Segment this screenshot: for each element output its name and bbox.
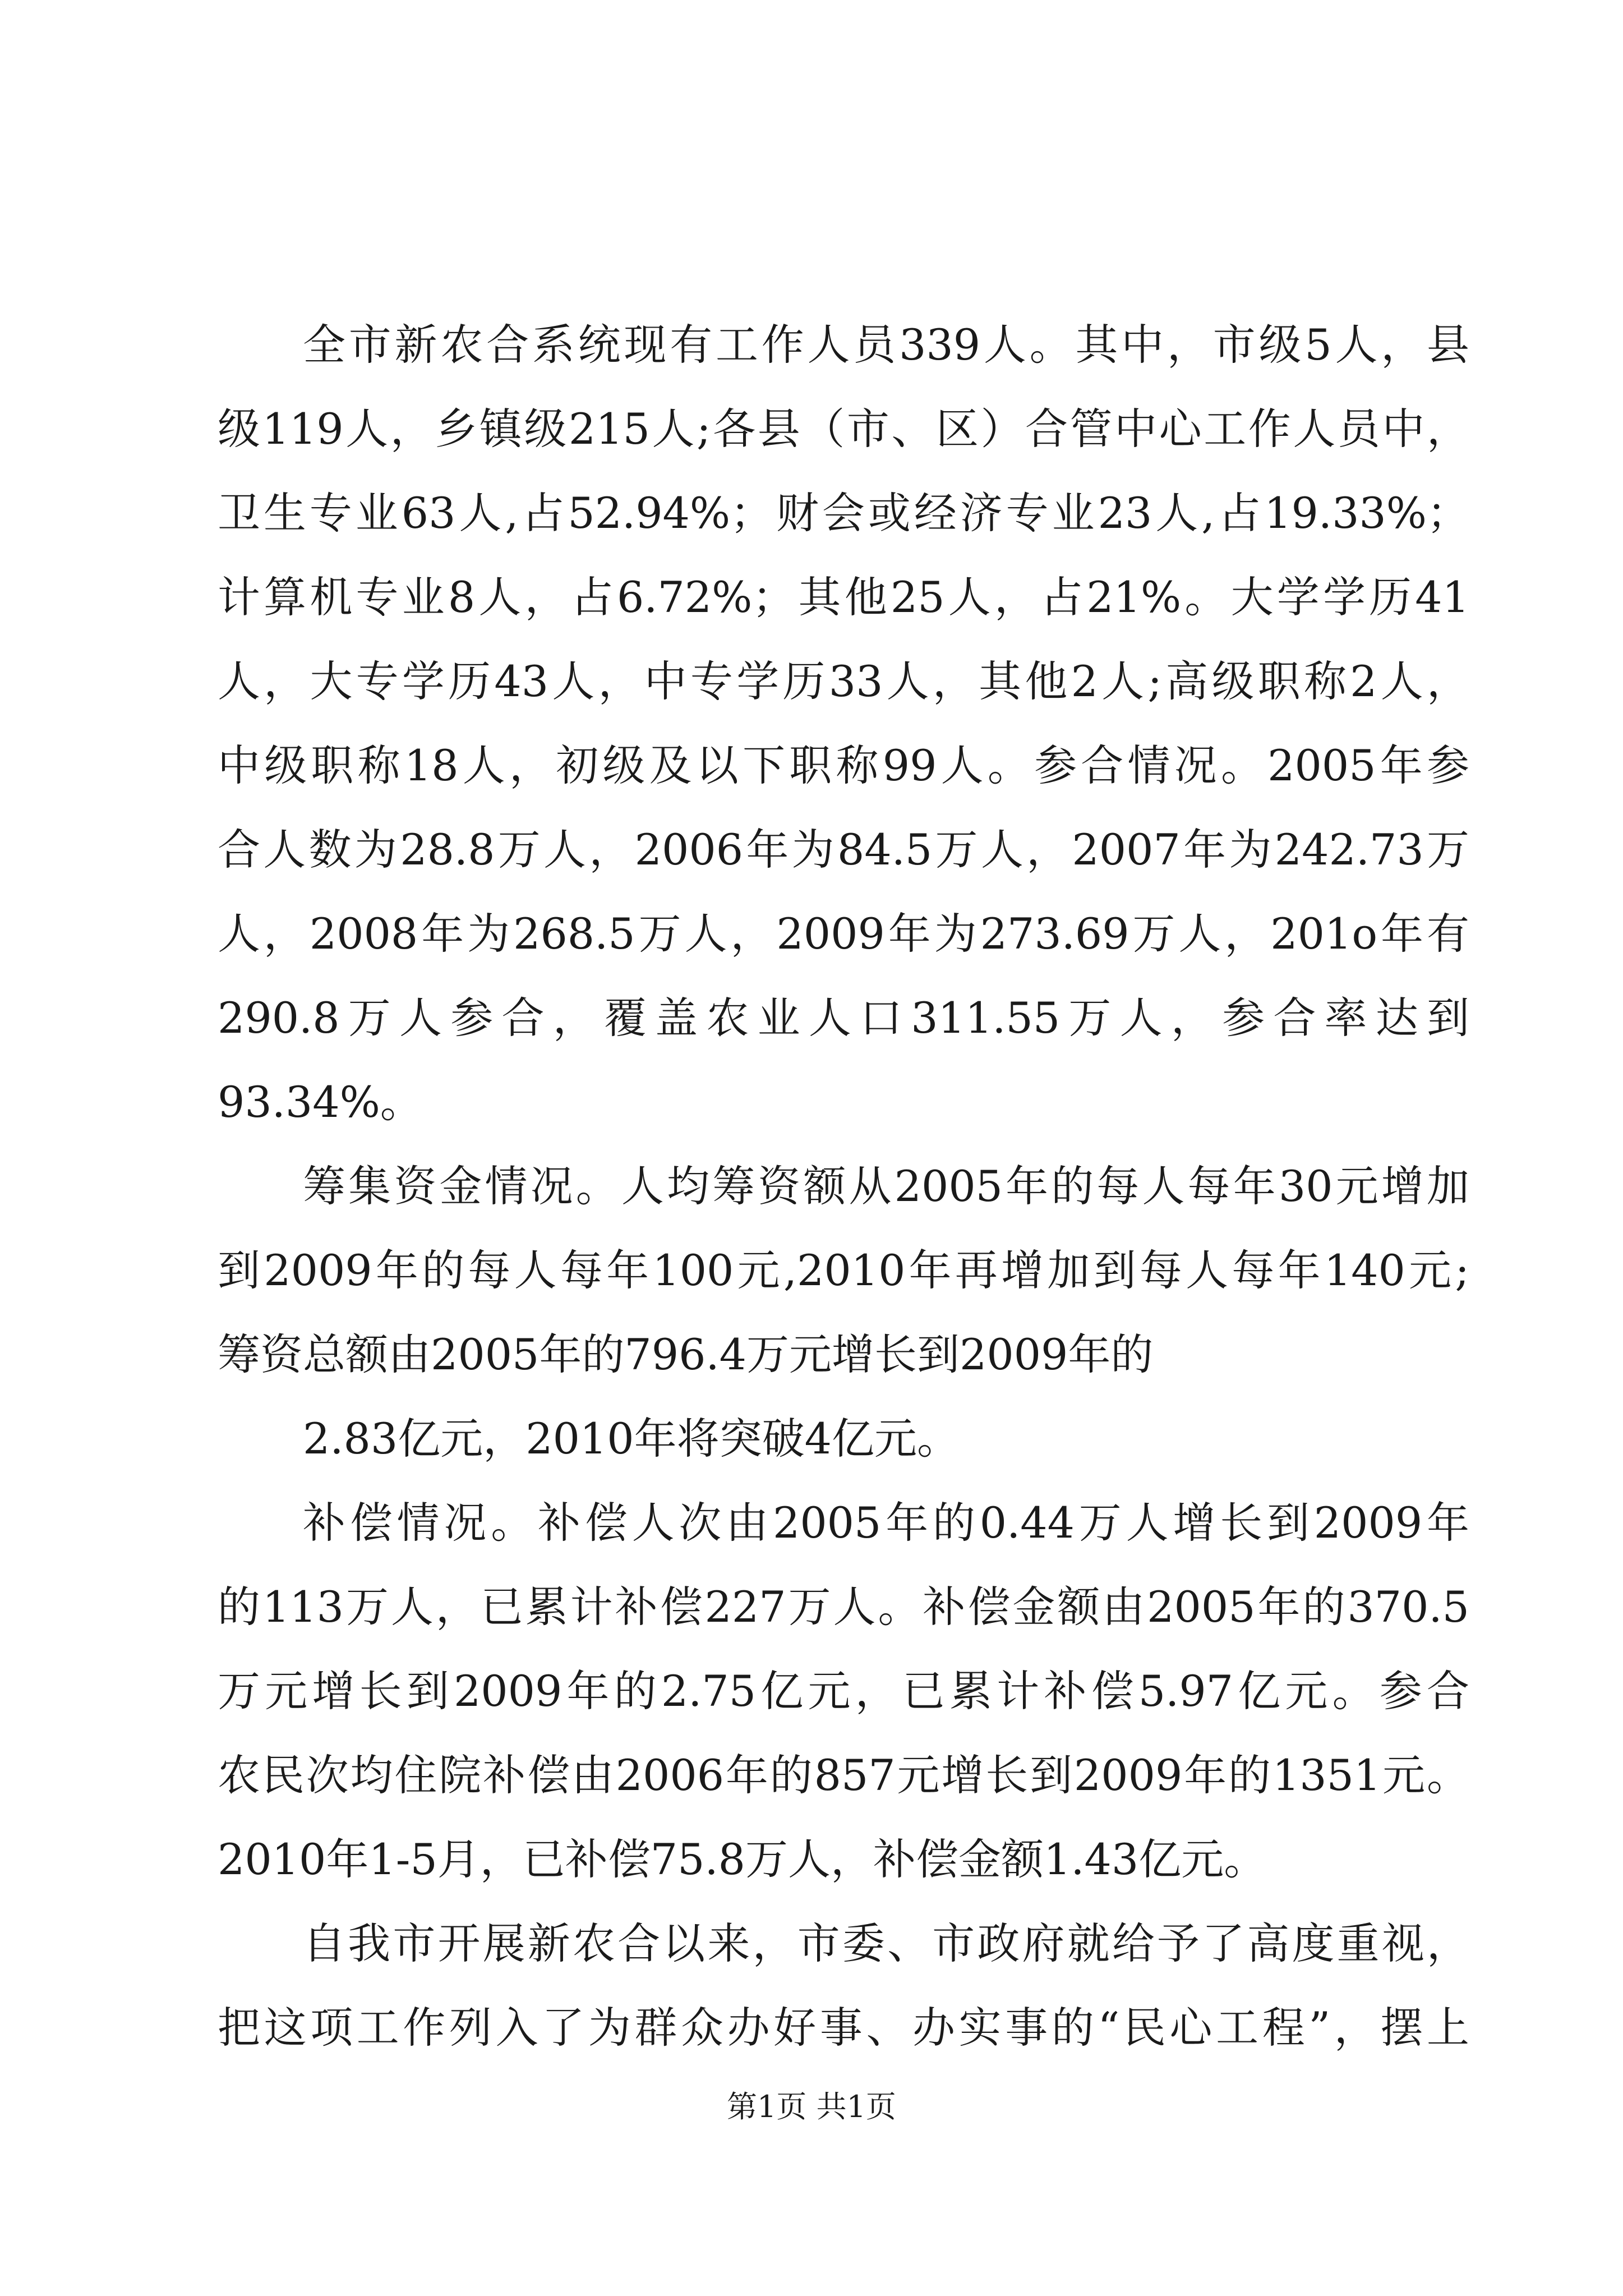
paragraph-4-line-4: 农民次均住院补偿由2006年的857元增长到2009年的1351元。: [218, 1750, 1469, 1800]
paragraph-1-line-2: 级119人，乡镇级215人;各县（市、区）合管中心工作人员中，: [218, 404, 1469, 454]
paragraph-3-line-1: 2.83亿元，2010年将突破4亿元。: [303, 1414, 960, 1464]
paragraph-1-line-7: 合人数为28.8万人，2006年为84.5万人，2007年为242.73万: [218, 825, 1469, 875]
paragraph-1-line-10: 93.34%。: [218, 1077, 423, 1127]
document-body: [218, 303, 1469, 2070]
paragraph-5-line-2: 把这项工作列入了为群众办好事、办实事的“民心工程”，摆上: [218, 2003, 1469, 2053]
paragraph-1-line-5: 人，大专学历43人，中专学历33人，其他2人;高级职称2人，: [218, 656, 1469, 706]
paragraph-1-line-6: 中级职称18人，初级及以下职称99人。参合情况。2005年参: [218, 740, 1469, 790]
paragraph-2-line-2: 到2009年的每人每年100元,2010年再增加到每人每年140元;: [218, 1245, 1469, 1295]
paragraph-5-line-1: 自我市开展新农合以来，市委、市政府就给予了高度重视，: [303, 1918, 1469, 1968]
paragraph-1-line-1: 全市新农合系统现有工作人员339人。其中，市级5人，县: [303, 320, 1469, 370]
paragraph-1-line-4: 计算机专业8人，占6.72%；其他25人，占21%。大学学历41: [218, 572, 1469, 622]
page-footer: 第1页 共1页: [727, 2089, 896, 2124]
paragraph-4-line-5: 2010年1-5月，已补偿75.8万人，补偿金额1.43亿元。: [218, 1834, 1267, 1884]
paragraph-4-line-1: 补偿情况。补偿人次由2005年的0.44万人增长到2009年: [303, 1498, 1469, 1548]
paragraph-1-line-9: 290.8万人参合，覆盖农业人口311.55万人，参合率达到: [218, 993, 1469, 1043]
paragraph-4-line-2: 的113万人，已累计补偿227万人。补偿金额由2005年的370.5: [218, 1582, 1469, 1632]
paragraph-1-line-3: 卫生专业63人,占52.94%；财会或经济专业23人,占19.33%；: [218, 488, 1469, 538]
paragraph-4-line-3: 万元增长到2009年的2.75亿元，已累计补偿5.97亿元。参合: [218, 1666, 1469, 1716]
paragraph-2-line-1: 筹集资金情况。人均筹资额从2005年的每人每年30元增加: [303, 1161, 1469, 1211]
paragraph-1-line-8: 人，2008年为268.5万人，2009年为273.69万人，201o年有: [218, 909, 1469, 959]
paragraph-2-line-3: 筹资总额由2005年的796.4万元增长到2009年的: [218, 1329, 1154, 1379]
